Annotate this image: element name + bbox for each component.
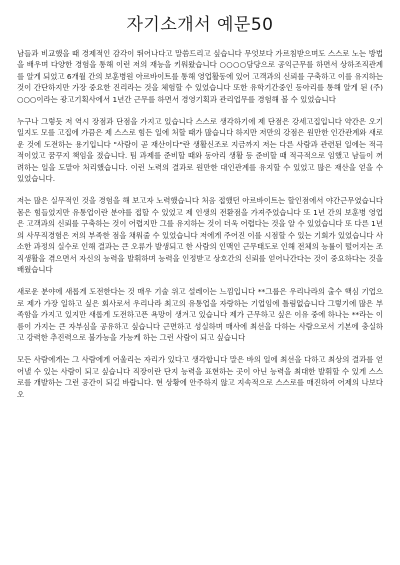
paragraph-2: 누구나 그렇듯 저 역시 장점과 단점을 가지고 있습니다 스스로 생각하기에 제 단점은 강세고집입니다 약간은 오기일지도 모를 고집에 가끔은 제 스스로 힘든 일에 처할 때가 많습니다 하지만 저만의 강점은 원만한 인간관계와 새로운 것에 도전하는 용기입니다 "사람이 곧 재산이다"란 생활신조로 지금까지 저는 다른 사람과 관련된 일에는 적극적이었고 꿈꾸지 책임을 졌습니다. 팀 과제를 준비할 때와 동아리 생활 등 준비할 때 적극적으로 임했고 남들이 꺼려하는 일을 도맡아 처리했습니다. 이런 노력의 결과로 원만한 대인관계를 유지할 수 있었고 많은 재산을 얻을 수 있었습니다. [17, 117, 384, 184]
document-title: 자기소개서 예문50 [126, 15, 274, 35]
paragraph-1: 남들과 비교했을 때 경제적인 감각이 뛰어나다고 말씀드리고 싶습니다 무엇보다 가르침받으며도 스스로 노는 방법을 배우며 다양한 경험을 통해 이런 저의 재능을 키워왔습니다 ○○○○담당으로 공익근무를 하면서 상하조직관계를 알게 되었고 6개월 간의 보훈병원 아르바이트를 통해 영업활동에 있어 고객과의 신뢰를 구축하고 이를 유지하는 것이 간단하지만 가장 중요한 진리라는 것을 체험할 수 있었습니다 또한 유학기간중인 동아리를 통해 알게 된 (주)○○○이라는 광고기획사에서 1년간 근무를 하면서 경영기획과 관리업무를 경험해 볼 수 있었습니다 [17, 49, 384, 104]
paragraph-5: 모든 사람에게는 그 사람에게 어울리는 자리가 있다고 생각합니다 말은 바의 일에 최선을 다하고 최상의 결과를 얻어낼 수 있는 사람이 되고 싶습니다 직장이란 단지 능력을 표현하는 곳이 아닌 능력을 최대한 발휘할 수 있게 스스로를 개발하는 그런 공간이 되길 바랍니다. 현 상황에 안주하지 않고 지속적으로 스스로를 매진하여 어제의 나보다 오 [17, 355, 383, 399]
paragraph-3: 저는 많은 실무적인 것을 경험을 해 보고자 노력했습니다 처음 접했던 아르바이트는 할인점에서 야간근무였습니다 몸은 힘들었지만 유통업이란 분야를 접할 수 있었고 제 인생의 전환점을 가져주었습니다 또 1년 간의 보훈병 영업은 고객과의 신뢰를 구축하는 것이 어렵지만 그를 유지하는 것이 더욱 어렵다는 것을 알 수 있었습니다 또 다른 1년의 사무직경험은 저의 부족한 점을 채워줄 수 있었습니다 저에게 주어진 이를 시점할 수 있는 기회가 있었습니다 사소한 과정의 실수로 인해 결과는 큰 오류가 발생되고 한 사람의 인맥인 근무태도로 인해 전체의 능률이 떨어지는 조직생활을 겪으면서 자신의 능력을 발휘하며 능력을 인정받고 상호간의 신뢰를 얻어나간다는 것이 중요하다는 것을 배웠습니다 [17, 196, 384, 274]
paragraph-4: 새로운 분야에 새롭게 도전한다는 것 매우 기술 위고 설레이는 느낌입니다 **그룹은 우리나라의 출수 핵심 기업으로 제가 가장 일하고 싶은 회사로서 우리나라 최고의 유통업을 자랑하는 기업임에 틀림없습니다 그렇기에 많은 부족함을 가지고 있지만 새롭게 도전하고픈 욕망이 생겨고 있습니다 제가 근무하고 싶은 이유 중에 하나는 **라는 이름이 가지는 큰 자부심을 공유하고 싶습니다 근면하고 성실하며 매사에 최선을 다하는 사람으로서 기본에 충실하고 강력한 추진력으로 불가능을 가능케 하는 그런 사람이 되고 싶습니다 [17, 287, 383, 342]
